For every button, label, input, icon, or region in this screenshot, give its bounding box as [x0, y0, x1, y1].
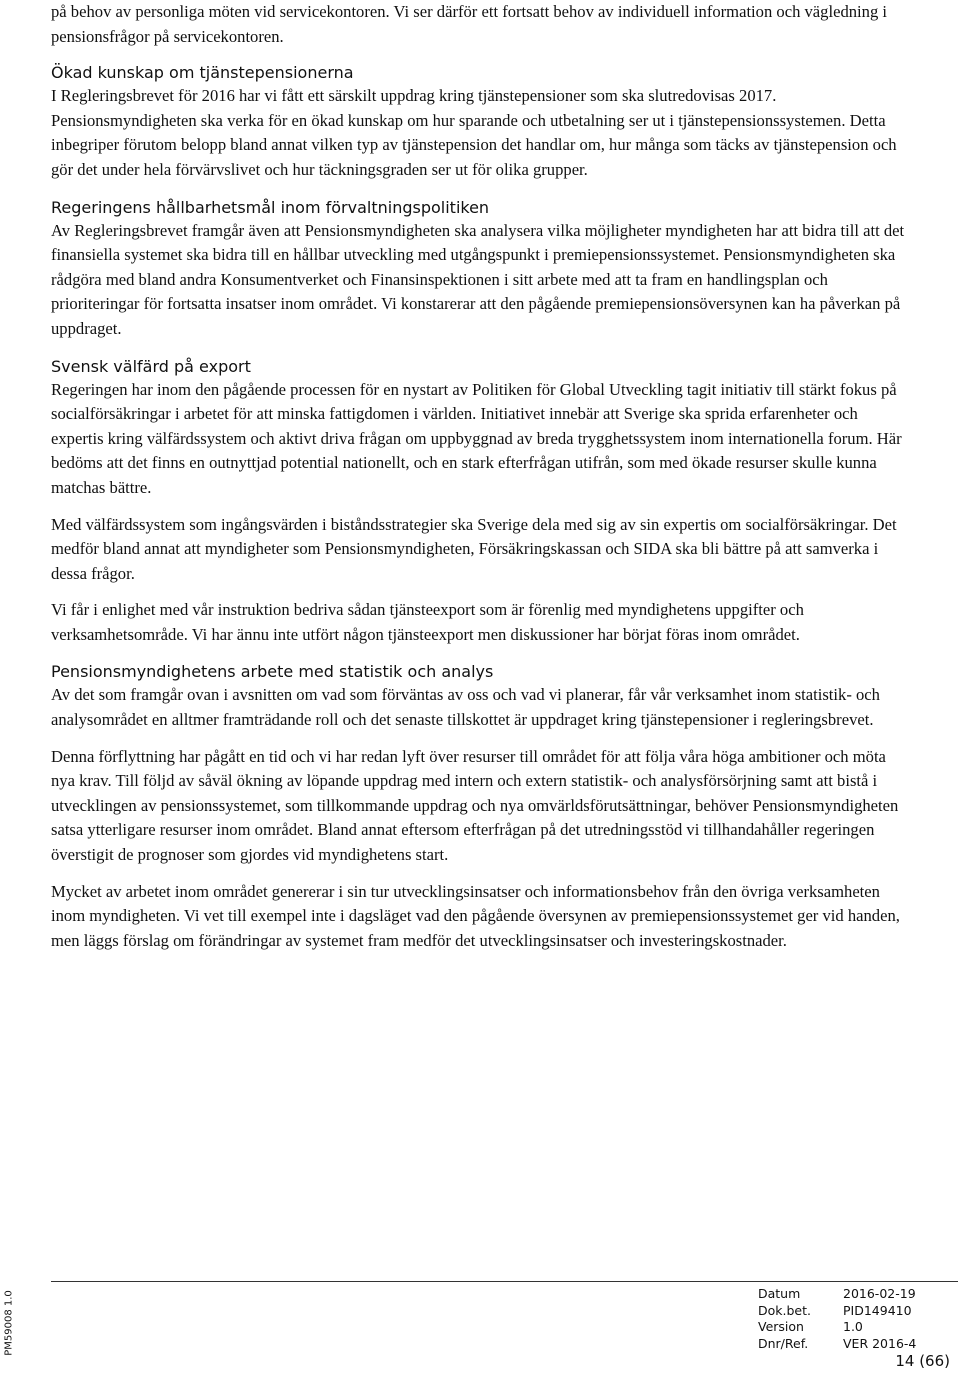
intro-paragraph-tail: på behov av personliga möten vid servicekontoren. Vi ser därför ett fortsatt behov av individuell information och vägledning i pensionsfrågor på servicekontoren.	[51, 2, 887, 46]
page-number: 14 (66)	[895, 1352, 950, 1370]
paragraph-export-3: Vi får i enlighet med vår instruktion bedriva sådan tjänsteexport som är förenlig med myndighetens uppgifter och verksamhetsområde. Vi har ännu inte utfört någon tjänsteexport men diskussioner har börjat föras inom området.	[51, 600, 804, 644]
footer-divider	[51, 1281, 958, 1282]
meta-label-dnr: Dnr/Ref.	[758, 1335, 809, 1351]
meta-row-version	[758, 1319, 916, 1336]
template-code-text: PM59008 1.0	[3, 1290, 15, 1356]
section-heading-tjanstepension: Ökad kunskap om tjänstepensionerna	[51, 63, 354, 83]
paragraph-hallbarhet: Av Regleringsbrevet framgår även att Pensionsmyndigheten ska analysera vilka möjligheter myndigheten har att bidra till att det finansiella systemet ska bidra till en hållbar utveckling med utgångspunkt i premiepensionssystemet. Pensionsmyndigheten ska rådgöra med bland andra Konsumentverket och Finansinspektionen i sitt arbete med att ta fram en handlingsplan och prioriteringar för fortsatta insatser inom området. Vi konstarerar att den pågående premiepensionsöversynen kan ha påverkan på uppdraget.	[51, 220, 905, 338]
meta-row-dokbet	[758, 1303, 916, 1320]
meta-label-version: Version	[758, 1319, 804, 1334]
paragraph-export-1: Regeringen har inom den pågående processen för en nystart av Politiken för Global Utveckling tagit initiativ till stärkt fokus på socialförsäkringar i arbetet för att minska fattigdomen i världen. Initiativet innebär att Sverige ska sprida erfarenheter och expertis kring välfärdssystem och aktivt driva frågan om uppbyggnad av breda trygghetssystem inom internationella forum. Här bedöms att det finns en outnyttjad potential nationellt, och en stark efterfrågan utifrån, som med ökade resurser skulle kunna matchas bättre.	[51, 379, 902, 497]
meta-value-datum: 2016-02-19	[843, 1286, 916, 1301]
paragraph-export-2: Med välfärdssystem som ingångsvärden i biståndsstrategier ska Sverige dela med sig av sin expertis om socialförsäkringar. Det medför bland annat att myndigheter som Pensionsmyndigheten, Försäkringskassan och SIDA ska bli bättre på att samverka i dessa frågor.	[51, 514, 897, 583]
meta-value-dnr: VER 2016-4	[843, 1335, 917, 1351]
meta-label-datum: Datum	[758, 1286, 801, 1301]
section-heading-statistik: Pensionsmyndighetens arbete med statistik och analys	[51, 662, 494, 682]
meta-label-dokbet: Dok.bet.	[758, 1302, 811, 1318]
section-heading-hallbarhet: Regeringens hållbarhetsmål inom förvaltningspolitiken	[51, 197, 490, 217]
paragraph-statistik-1: Av det som framgår ovan i avsnitten om vad som förväntas av oss och vad vi planerar, får vår verksamhet inom statistik- och analysområdet en alltmer framträdande roll och det senaste tillskottet är uppdraget kring tjänstepensioner i regleringsbrevet.	[51, 685, 880, 730]
section-heading-export: Svensk välfärd på export	[51, 356, 251, 376]
paragraph-statistik-3: Mycket av arbetet inom området genererar i sin tur utvecklingsinsatser och informationsbehov från den övriga verksamheten inom myndigheten. Vi vet till exempel inte i dagsläget vad den pågående översynen av premiepensionssystemet ger vid handen, men läggs förslag om förändringar av systemet fram medför det utvecklingsinsatser och investeringskostnader.	[51, 881, 900, 950]
paragraph-tjanstepension: I Regleringsbrevet för 2016 har vi fått ett särskilt uppdrag kring tjänstepensioner som ska slutredovisas 2017. Pensionsmyndigheten ska verka för en ökad kunskap om hur sparande och utbetalning ser ut i tjänstepensionssystemen. Detta inbegriper förutom belopp bland annat vilken typ av tjänstepension det handlar om, hur många som täcks av tjänstepension och gör det under hela förvärvslivet och hur täckningsgraden ser ut för olika grupper.	[51, 86, 897, 179]
document-page	[51, 0, 911, 953]
meta-row-dnr	[758, 1336, 916, 1353]
document-metadata	[758, 1286, 916, 1352]
meta-value-version: 1.0	[843, 1319, 863, 1334]
paragraph-statistik-2: Denna förflyttning har pågått en tid och vi har redan lyft över resurser till området för att följa våra höga ambitioner och möta nya krav. Till följd av såväl ökning av löpande uppdrag med intern och extern statistik- och analysförsörjning samt att bistå i utvecklingen av pensionssystemet, som tillkommande uppdrag och nya omvärldsförutsättningar, behöver Pensionsmyndigheten satsa ytterligare resurser inom området. Bland annat eftersom efterfrågan på det utredningsstöd vi tillhandahåller regeringen överstigit de prognoser som gjordes vid myndighetens start.	[51, 746, 899, 865]
document-template-code	[0, 1283, 18, 1363]
meta-row-datum	[758, 1286, 916, 1303]
meta-value-dokbet: PID149410	[843, 1302, 912, 1318]
